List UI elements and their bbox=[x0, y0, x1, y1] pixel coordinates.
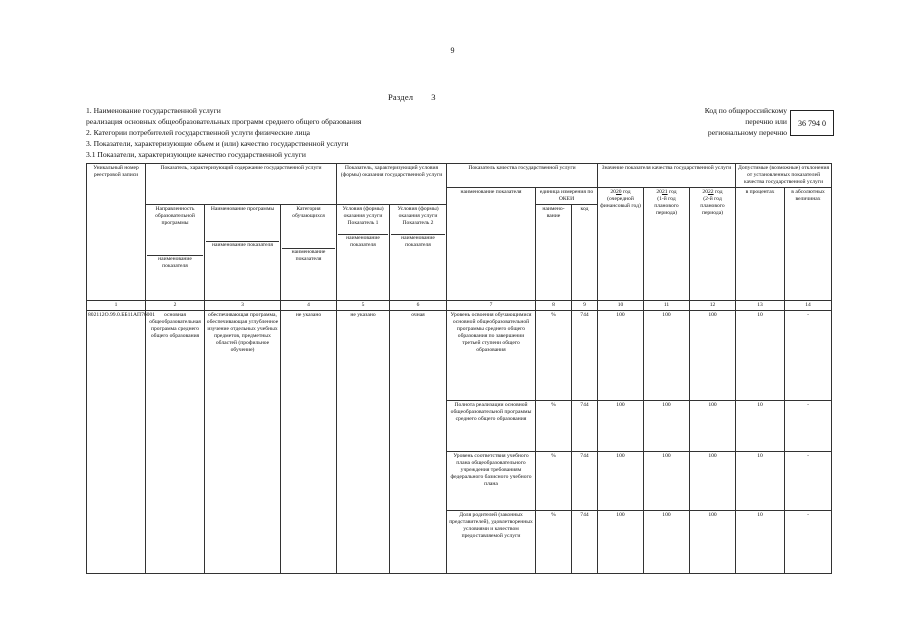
record-category: не указано bbox=[281, 310, 337, 573]
indicator-value-1: 100 bbox=[598, 400, 644, 451]
col-number: 8 bbox=[536, 300, 572, 310]
indicator-name: Полнота реализации основной общеобразовательной программы среднего общего образования bbox=[447, 400, 536, 451]
section-title bbox=[388, 92, 436, 102]
indicator-value-2: 100 bbox=[644, 310, 690, 400]
consumer-category: 2. Категории потребителей государственной услуги физические лица bbox=[86, 128, 311, 137]
code-label-line-1: Код по общероссийскому bbox=[704, 106, 787, 115]
header-content-indicator: Показатель, характеризующий содержание государственной услуги bbox=[146, 164, 337, 188]
section-label: Раздел bbox=[388, 92, 414, 102]
header-unit-okei: единица измерения по ОКЕИ bbox=[536, 187, 598, 204]
subheader-unit-name: наимено-вание bbox=[536, 204, 572, 300]
header-allowed-deviation: Допустимые (возможные) отклонения от установленных показателей качества государственной услуги bbox=[736, 164, 832, 188]
header-quality-indicator: Показатель качества государственной услуги bbox=[447, 164, 598, 188]
col-number: 9 bbox=[572, 300, 598, 310]
col-number: 2 bbox=[146, 300, 205, 310]
section-number: 3 bbox=[431, 92, 436, 102]
volume-quality-heading: 3. Показатели, характеризующие объем и (или) качество государственной услуги bbox=[86, 139, 349, 148]
indicator-value-1: 100 bbox=[598, 310, 644, 400]
record-condition-1: не указано bbox=[337, 310, 390, 573]
header-unique-number: Уникальный номер реестровой записи bbox=[87, 164, 146, 301]
col-number: 10 bbox=[598, 300, 644, 310]
subheader-unit-code: код bbox=[572, 204, 598, 300]
quality-indicators-table bbox=[86, 163, 832, 574]
indicator-percent: 10 bbox=[736, 510, 785, 573]
indicator-code: 744 bbox=[572, 451, 598, 510]
service-name-value: реализация основных общеобразовательных программ среднего общего образования bbox=[86, 117, 362, 126]
subheader-condition-1: Условия (формы) оказания услуги Показатель 1 наименование показателя bbox=[337, 204, 390, 300]
indicator-value-2: 100 bbox=[644, 451, 690, 510]
col-number: 13 bbox=[736, 300, 785, 310]
col-number: 4 bbox=[281, 300, 337, 310]
quality-indicators-heading: 3.1 Показатели, характеризующие качество государственной услуги bbox=[86, 150, 306, 159]
registry-code-box: 36 794 0 bbox=[790, 110, 834, 136]
record-id: 802112О.99.0.ББ11АП76001 bbox=[87, 310, 146, 573]
indicator-value-3: 100 bbox=[690, 310, 736, 400]
indicator-value-1: 100 bbox=[598, 451, 644, 510]
col-number: 12 bbox=[690, 300, 736, 310]
col-number: 6 bbox=[390, 300, 447, 310]
indicator-value-2: 100 bbox=[644, 510, 690, 573]
indicator-unit: % bbox=[536, 510, 572, 573]
col-number: 14 bbox=[785, 300, 832, 310]
indicator-value-1: 100 bbox=[598, 510, 644, 573]
indicator-value-3: 100 bbox=[690, 400, 736, 451]
code-label-line-3: региональному перечню bbox=[707, 128, 787, 137]
header-year-3: 2022 год (2-й год планового периода) bbox=[690, 187, 736, 300]
indicator-code: 744 bbox=[572, 510, 598, 573]
page-number: 9 bbox=[450, 46, 455, 55]
header-indicator-name: наименование показателя bbox=[447, 187, 536, 300]
col-number: 11 bbox=[644, 300, 690, 310]
indicator-name: Уровень соответствия учебного плана общеобразовательного учреждения требованиям федерального базисного учебного плана bbox=[447, 451, 536, 510]
indicator-code: 744 bbox=[572, 310, 598, 400]
indicator-unit: % bbox=[536, 310, 572, 400]
header-year-2: 2021 год (1-й год планового периода) bbox=[644, 187, 690, 300]
subheader-direction: Направленность образовательной программы наименование показателя bbox=[146, 204, 205, 300]
indicator-absolute: - bbox=[785, 400, 832, 451]
header-in-absolute: в абсолютных величинах bbox=[785, 187, 832, 300]
code-label-line-2: перечню или bbox=[745, 117, 787, 126]
indicator-name: Доля родителей (законных представителей), удовлетворенных условиями и качеством предоставляемой услуги bbox=[447, 510, 536, 573]
indicator-name: Уровень освоения обучающимися основной общеобразовательной программы среднего общего образования по завершении третьей ступени общего образования bbox=[447, 310, 536, 400]
indicator-percent: 10 bbox=[736, 400, 785, 451]
subheader-program: Наименование программы наименование показателя bbox=[205, 204, 281, 300]
col-number: 3 bbox=[205, 300, 281, 310]
indicator-value-3: 100 bbox=[690, 451, 736, 510]
indicator-absolute: - bbox=[785, 451, 832, 510]
indicator-value-2: 100 bbox=[644, 400, 690, 451]
record-direction: основная общеобразовательная программа среднего общего образования bbox=[146, 310, 205, 573]
service-name-label: 1. Наименование государственной услуги bbox=[86, 106, 221, 115]
header-quality-value: Значение показателя качества государственной услуги bbox=[598, 164, 736, 188]
indicator-absolute: - bbox=[785, 310, 832, 400]
col-number: 5 bbox=[337, 300, 390, 310]
indicator-unit: % bbox=[536, 400, 572, 451]
table-row bbox=[87, 310, 832, 400]
col-number: 7 bbox=[447, 300, 536, 310]
indicator-unit: % bbox=[536, 451, 572, 510]
record-program: обеспечивающая программа, обеспечивающая углубленное изучение отдельных учебных предметов, предметных областей (профильное обучение) bbox=[205, 310, 281, 573]
subheader-category: Категория обучающихся наименование показателя bbox=[281, 204, 337, 300]
header-in-percent: в процентах bbox=[736, 187, 785, 300]
indicator-value-3: 100 bbox=[690, 510, 736, 573]
indicator-code: 744 bbox=[572, 400, 598, 451]
indicator-absolute: - bbox=[785, 510, 832, 573]
header-year-1: 2020 год (очередной финансовый год) bbox=[598, 187, 644, 300]
header-conditions-indicator: Показатель, характеризующий условия (формы) оказания государственной услуги bbox=[337, 164, 447, 188]
record-condition-2: очная bbox=[390, 310, 447, 573]
indicator-percent: 10 bbox=[736, 451, 785, 510]
subheader-condition-2: Условия (формы) оказания услуги Показатель 2 наименование показателя bbox=[390, 204, 447, 300]
indicator-percent: 10 bbox=[736, 310, 785, 400]
col-number: 1 bbox=[87, 300, 146, 310]
